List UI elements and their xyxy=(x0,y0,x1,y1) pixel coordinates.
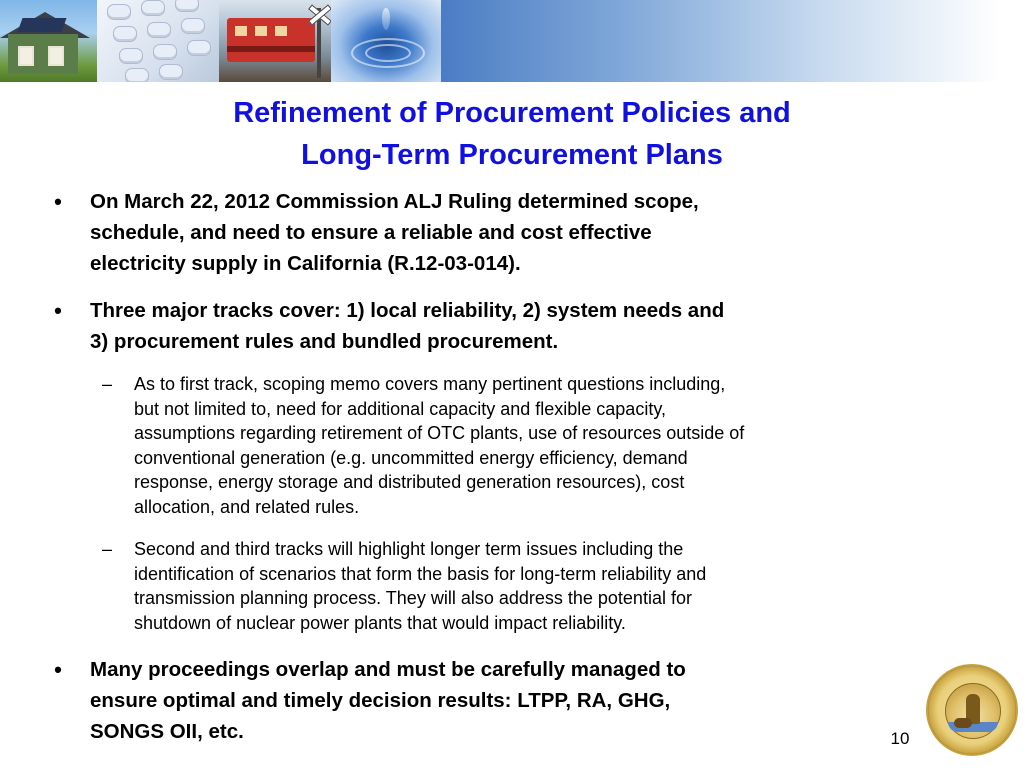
train-window xyxy=(275,26,287,36)
house-photo-icon xyxy=(0,0,97,82)
sub-bullet-line: shutdown of nuclear power plants that would impact reliability. xyxy=(134,612,626,633)
bullet-line: Many proceedings overlap and must be carefully managed to xyxy=(90,658,686,681)
sub-bullet-line: As to first track, scoping memo covers many pertinent questions including, xyxy=(134,374,726,394)
key-icon xyxy=(187,40,211,56)
sub-bullet-line: assumptions regarding retirement of OTC plants, use of resources outside of xyxy=(134,423,745,443)
dash-icon: – xyxy=(102,374,113,394)
bullet-line: 3) procurement rules and bundled procurement. xyxy=(90,330,559,353)
sub-bullet-line: but not limited to, need for additional capacity and flexible capacity, xyxy=(134,398,666,419)
water-drop-photo-icon xyxy=(331,0,441,82)
bullet-icon: • xyxy=(54,298,62,323)
key-icon xyxy=(175,0,199,12)
key-icon xyxy=(125,68,149,82)
sub-bullet-line: transmission planning process. They will also address the potential for xyxy=(134,588,692,608)
sub-bullet-text xyxy=(134,372,744,519)
sub-bullet-line: response, energy storage and distributed generation resources), cost xyxy=(134,472,685,492)
title-line: Refinement of Procurement Policies and xyxy=(233,97,791,129)
bullet-line: ensure optimal and timely decision results: LTPP, RA, GHG, xyxy=(90,689,671,712)
title-line: Long-Term Procurement Plans xyxy=(301,139,723,171)
page-number: 10 xyxy=(890,729,910,748)
california-puc-seal-icon xyxy=(926,664,1018,756)
bullet-icon: • xyxy=(54,189,62,214)
water-drop-icon xyxy=(382,8,390,30)
key-icon xyxy=(119,48,143,64)
bullet-text xyxy=(90,654,686,747)
dash-icon: – xyxy=(102,539,113,559)
sub-bullet-line: conventional generation (e.g. uncommitted energy efficiency, demand xyxy=(134,447,688,468)
sub-bullet-line: allocation, and related rules. xyxy=(134,496,360,517)
key-icon xyxy=(107,4,131,20)
slide-title xyxy=(112,92,912,176)
train-window xyxy=(235,26,247,36)
key-icon xyxy=(153,44,177,60)
train-window xyxy=(255,26,267,36)
train-stripe xyxy=(227,46,315,52)
train-photo-icon xyxy=(219,0,331,82)
bullet-line: Three major tracks cover: 1) local reliability, 2) system needs and xyxy=(90,299,725,322)
bullet-text xyxy=(90,186,699,279)
bullet-line: schedule, and need to ensure a reliable and cost effective xyxy=(90,221,652,244)
bullet-text xyxy=(90,295,724,357)
seal-center xyxy=(945,683,1001,739)
train-car xyxy=(227,18,315,62)
sub-bullet-text xyxy=(134,537,706,635)
bullet-line: On March 22, 2012 Commission ALJ Ruling determined scope, xyxy=(90,190,699,213)
ripple xyxy=(365,44,411,62)
key-icon xyxy=(181,18,205,34)
phone-keypad-photo-icon xyxy=(97,0,219,82)
seal-bear xyxy=(954,718,972,728)
house-window xyxy=(18,46,34,66)
house-window xyxy=(48,46,64,66)
key-icon xyxy=(159,64,183,80)
bullet-icon: • xyxy=(54,657,62,682)
key-icon xyxy=(113,26,137,42)
sub-bullet-line: Second and third tracks will highlight longer term issues including the xyxy=(134,539,684,559)
key-icon xyxy=(147,22,171,38)
solar-panel xyxy=(17,18,66,32)
header-banner xyxy=(0,0,1024,82)
sub-bullet-line: identification of scenarios that form the basis for long-term reliability and xyxy=(134,563,707,584)
bullet-line: SONGS OII, etc. xyxy=(90,720,244,743)
key-icon xyxy=(141,0,165,16)
bullet-line: electricity supply in California (R.12-03-014). xyxy=(90,252,521,275)
